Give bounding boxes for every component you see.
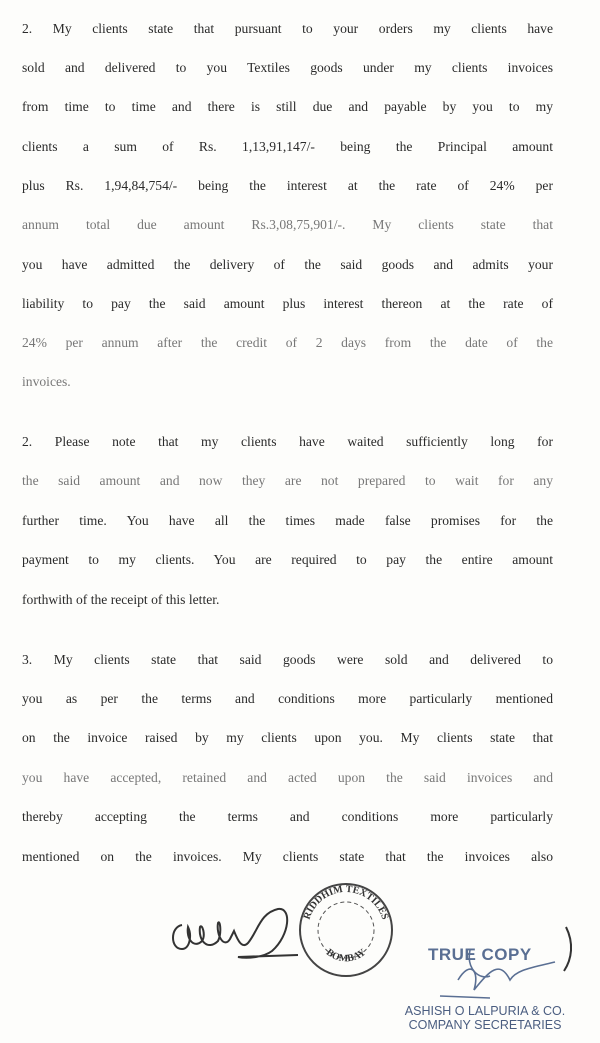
text-line: 3. My clients state that said goods were sold and delivered to [22,652,553,667]
text-line: sold and delivered to you Textiles goods under my clients invoices [22,60,553,75]
text-line: further time. You have all the times made false promises for the [22,513,553,528]
text-line: from time to time and there is still due and payable by you to my [22,99,553,114]
text-line: you as per the terms and conditions more particularly mentioned [22,691,553,706]
stamp-top-text: RIDDHIM TEXTILES [301,883,391,922]
text-line: the said amount and now they are not prepared to wait for any [22,473,553,488]
firm-role: COMPANY SECRETARIES [408,1018,562,1032]
text-line: thereby accepting the terms and conditions more particularly [22,809,553,824]
text-line: invoices. [22,374,71,389]
text-line: on the invoice raised by my clients upon you. My clients state that [22,730,553,745]
text-line: annum total due amount Rs.3,08,75,901/-. My clients state that [22,217,553,232]
text-line: you have accepted, retained and acted upon the said invoices and [22,770,553,785]
svg-text:BOMBAY [324,947,369,965]
certifying-firm [385,1004,585,1032]
true-copy-stamp: TRUE COPY [428,945,532,964]
text-line: forthwith of the receipt of this letter. [22,592,220,607]
text-line: 24% per annum after the credit of 2 days from the date of the [22,335,553,350]
text-line: plus Rs. 1,94,84,754/- being the interest at the rate of 24% per [22,178,553,193]
text-line: 2. My clients state that pursuant to your orders my clients have [22,21,553,36]
stamp-bottom-text: BOMBAY [323,947,369,965]
pen-mark [560,925,580,975]
firm-name: ASHISH O LALPURIA & CO. [404,1004,566,1018]
initials-signature [430,940,560,1010]
text-line: clients a sum of Rs. 1,13,91,147/- being the Principal amount [22,139,553,154]
text-line: liability to pay the said amount plus interest thereon at the rate of [22,296,553,311]
svg-text:RIDDHIM TEXTILES [302,884,391,922]
text-line: 2. Please note that my clients have waited sufficiently long for [22,434,553,449]
text-line: payment to my clients. You are required to pay the entire amount [22,552,553,567]
text-line: you have admitted the delivery of the said goods and admits your [22,257,553,272]
company-stamp [296,880,396,980]
text-line: mentioned on the invoices. My clients state that the invoices also [22,849,553,864]
